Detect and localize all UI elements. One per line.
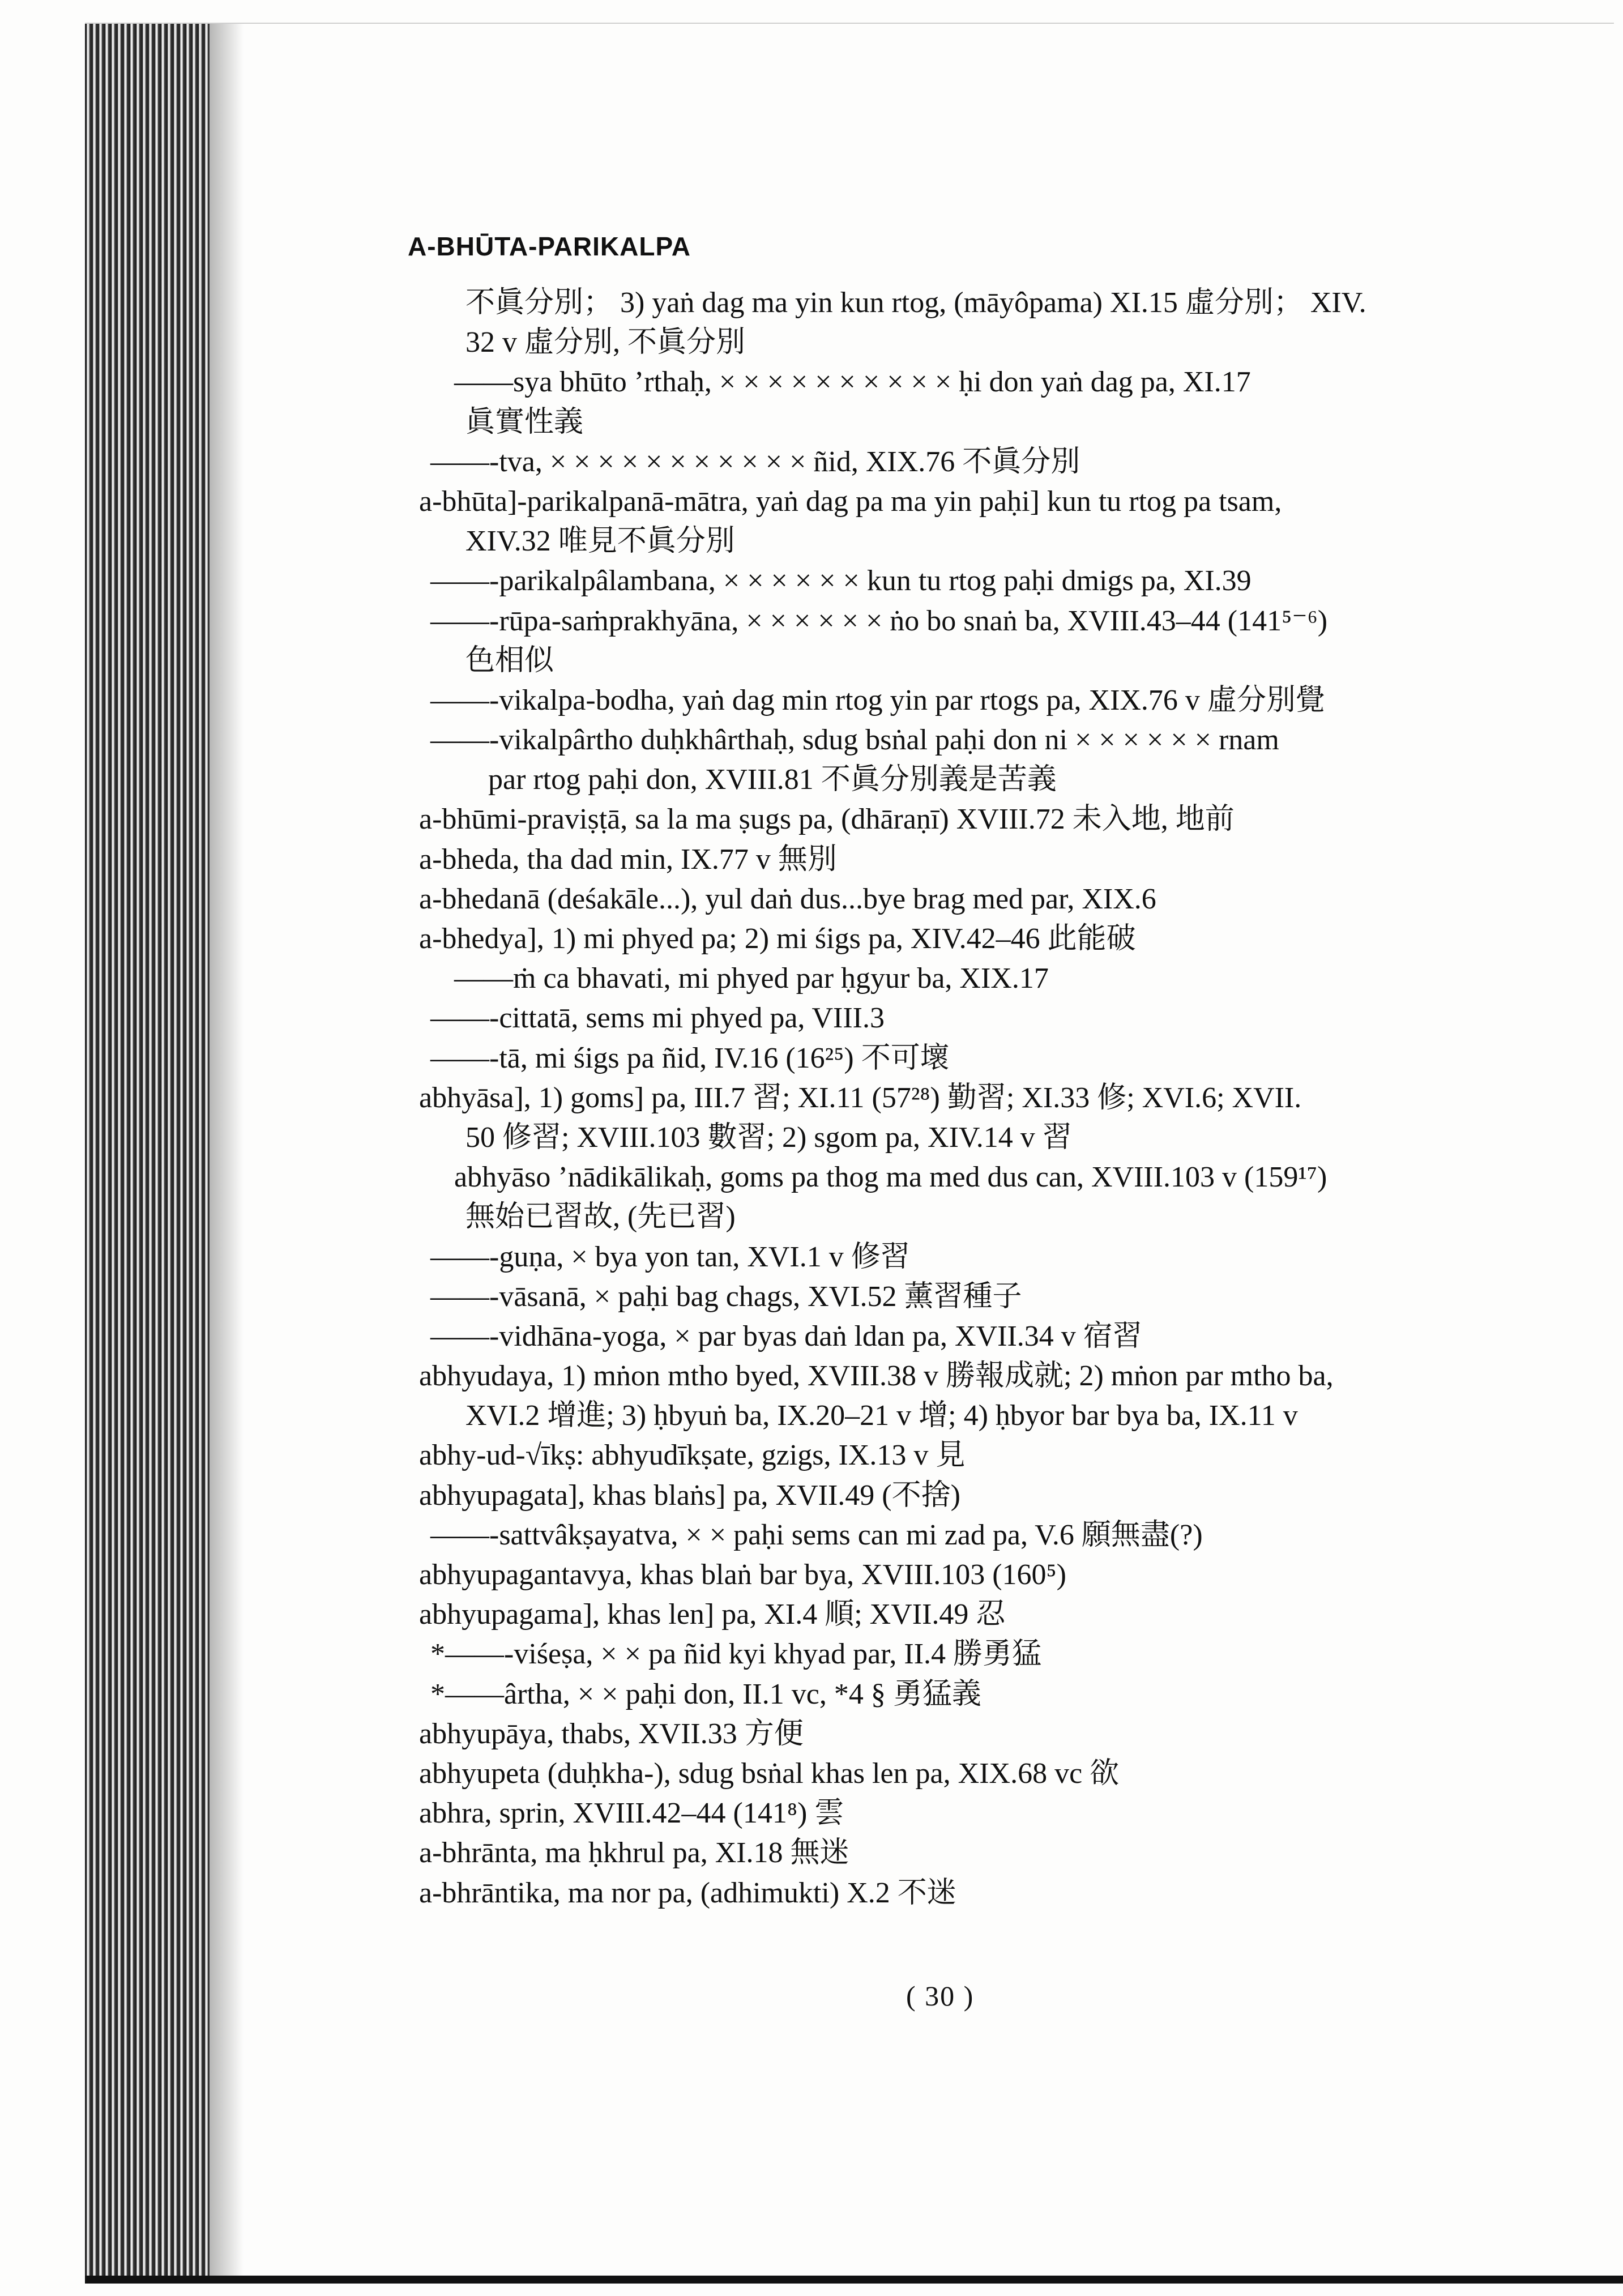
entry-line: XVI.2 增進; 3) ḥbyuṅ ba, IX.20–21 v 增; 4) ḥbyor bar bya ba, IX.11 v: [465, 1399, 1298, 1432]
entry-line: 32 v 虛分別, 不眞分別: [465, 326, 746, 359]
entry-line: ——ṁ ca bhavati, mi phyed par ḥgyur ba, XIX.17: [454, 962, 1049, 995]
entry-line: 無始已習故, (先已習): [465, 1201, 736, 1234]
entry-line: ——-vidhāna-yoga, × par byas daṅ ldan pa, XVII.34 v 宿習: [430, 1320, 1142, 1352]
entry-line: ——-vikalpârtho duḥkhârthaḥ, sdug bsṅal paḥi don ni × × × × × × rnam: [430, 724, 1279, 757]
page-bottom-edge: [85, 2276, 1623, 2284]
running-header: A-BHŪTA-PARIKALPA: [408, 232, 691, 261]
entry-line: *——-viśeṣa, × × pa ñid kyi khyad par, II.4 勝勇猛: [430, 1638, 1042, 1671]
entry-line: abhyāsa], 1) goms] pa, III.7 習; XI.11 (57²⁸) 勤習; XI.33 修; XVI.6; XVII.: [419, 1081, 1302, 1114]
entry-line: ——-tva, × × × × × × × × × × × ñid, XIX.76 不眞分別: [430, 445, 1080, 478]
entry-line: abhy-ud-√īkṣ: abhyudīkṣate, gzigs, IX.13 v 見: [419, 1439, 966, 1472]
entry-line: a-bhūmi-praviṣṭā, sa la ma ṣugs pa, (dhāraṇī) XVIII.72 未入地, 地前: [419, 803, 1235, 836]
entry-line: ——-cittatā, sems mi phyed pa, VIII.3: [430, 1002, 885, 1035]
entry-line: a-bhrāntika, ma nor pa, (adhimukti) X.2 不迷: [419, 1876, 956, 1909]
page-top-edge: [85, 23, 1614, 24]
entry-line: a-bhūta]-parikalpanā-mātra, yaṅ dag pa ma yin paḥi] kun tu rtog pa tsam,: [419, 485, 1282, 518]
entry-line: abhyupagantavya, khas blaṅ bar bya, XVIII.103 (160⁵): [419, 1559, 1066, 1591]
entry-line: abhyupeta (duḥkha-), sdug bsṅal khas len pa, XIX.68 vc 欲: [419, 1757, 1120, 1790]
entry-line: ——sya bhūto ’rthaḥ, × × × × × × × × × × ḥi don yaṅ dag pa, XI.17: [454, 366, 1251, 399]
entry-line: abhra, sprin, XVIII.42–44 (141⁸) 雲: [419, 1797, 844, 1830]
entry-line: abhyāso ’nādikālikaḥ, goms pa thog ma med dus can, XVIII.103 v (159¹⁷): [454, 1161, 1327, 1194]
entry-line: abhyupagata], khas blaṅs] pa, XVII.49 (不捨): [419, 1479, 960, 1512]
entry-line: a-bhedya], 1) mi phyed pa; 2) mi śigs pa, XIV.42–46 此能破: [419, 923, 1136, 955]
entry-line: ——-parikalpâlambana, × × × × × × kun tu rtog paḥi dmigs pa, XI.39: [430, 565, 1252, 598]
entry-line: 眞實性義: [465, 406, 584, 438]
entry-line: abhyudaya, 1) mṅon mtho byed, XVIII.38 v 勝報成就; 2) mṅon par mtho ba,: [419, 1360, 1334, 1393]
book-spine: [85, 23, 210, 2277]
entry-line: abhyupagama], khas len] pa, XI.4 順; XVII.49 忍: [419, 1598, 1006, 1631]
entry-line: 不眞分別； 3) yaṅ dag ma yin kun rtog, (māyôpama) XI.15 虛分別； XIV.: [465, 287, 1366, 319]
entry-line: a-bhedanā (deśakāle...), yul daṅ dus...bye brag med par, XIX.6: [419, 882, 1156, 915]
entry-line: ——-vikalpa-bodha, yaṅ dag min rtog yin par rtogs pa, XIX.76 v 虛分別覺: [430, 684, 1325, 716]
dictionary-entries: [419, 283, 1540, 1913]
entry-line: *——ârtha, × × paḥi don, II.1 vc, *4 § 勇猛義: [430, 1678, 981, 1710]
entry-line: ——-guṇa, × bya yon tan, XVI.1 v 修習: [430, 1240, 910, 1273]
entry-line: par rtog paḥi don, XVIII.81 不眞分別義是苦義: [488, 763, 1057, 796]
entry-line: ——-vāsanā, × paḥi bag chags, XVI.52 薰習種子: [430, 1280, 1022, 1313]
page-number: ( 30 ): [906, 1980, 975, 2012]
entry-line: a-bheda, tha dad min, IX.77 v 無別: [419, 843, 837, 876]
entry-line: a-bhrānta, ma ḥkhrul pa, XI.18 無迷: [419, 1837, 849, 1870]
entry-line: 色相似: [465, 644, 554, 677]
entry-line: ——-rūpa-saṁprakhyāna, × × × × × × ṅo bo snaṅ ba, XVIII.43–44 (141⁵⁻⁶): [430, 604, 1328, 637]
entry-line: XIV.32 唯見不眞分別: [465, 525, 735, 558]
entry-line: 50 修習; XVIII.103 數習; 2) sgom pa, XIV.14 v 習: [465, 1121, 1072, 1154]
spine-shadow: [210, 23, 244, 2277]
entry-line: ——-sattvâkṣayatva, × × paḥi sems can mi zad pa, V.6 願無盡(?): [430, 1518, 1203, 1551]
entry-line: abhyupāya, thabs, XVII.33 方便: [419, 1717, 804, 1750]
entry-line: ——-tā, mi śigs pa ñid, IV.16 (16²⁵) 不可壞: [430, 1042, 950, 1074]
